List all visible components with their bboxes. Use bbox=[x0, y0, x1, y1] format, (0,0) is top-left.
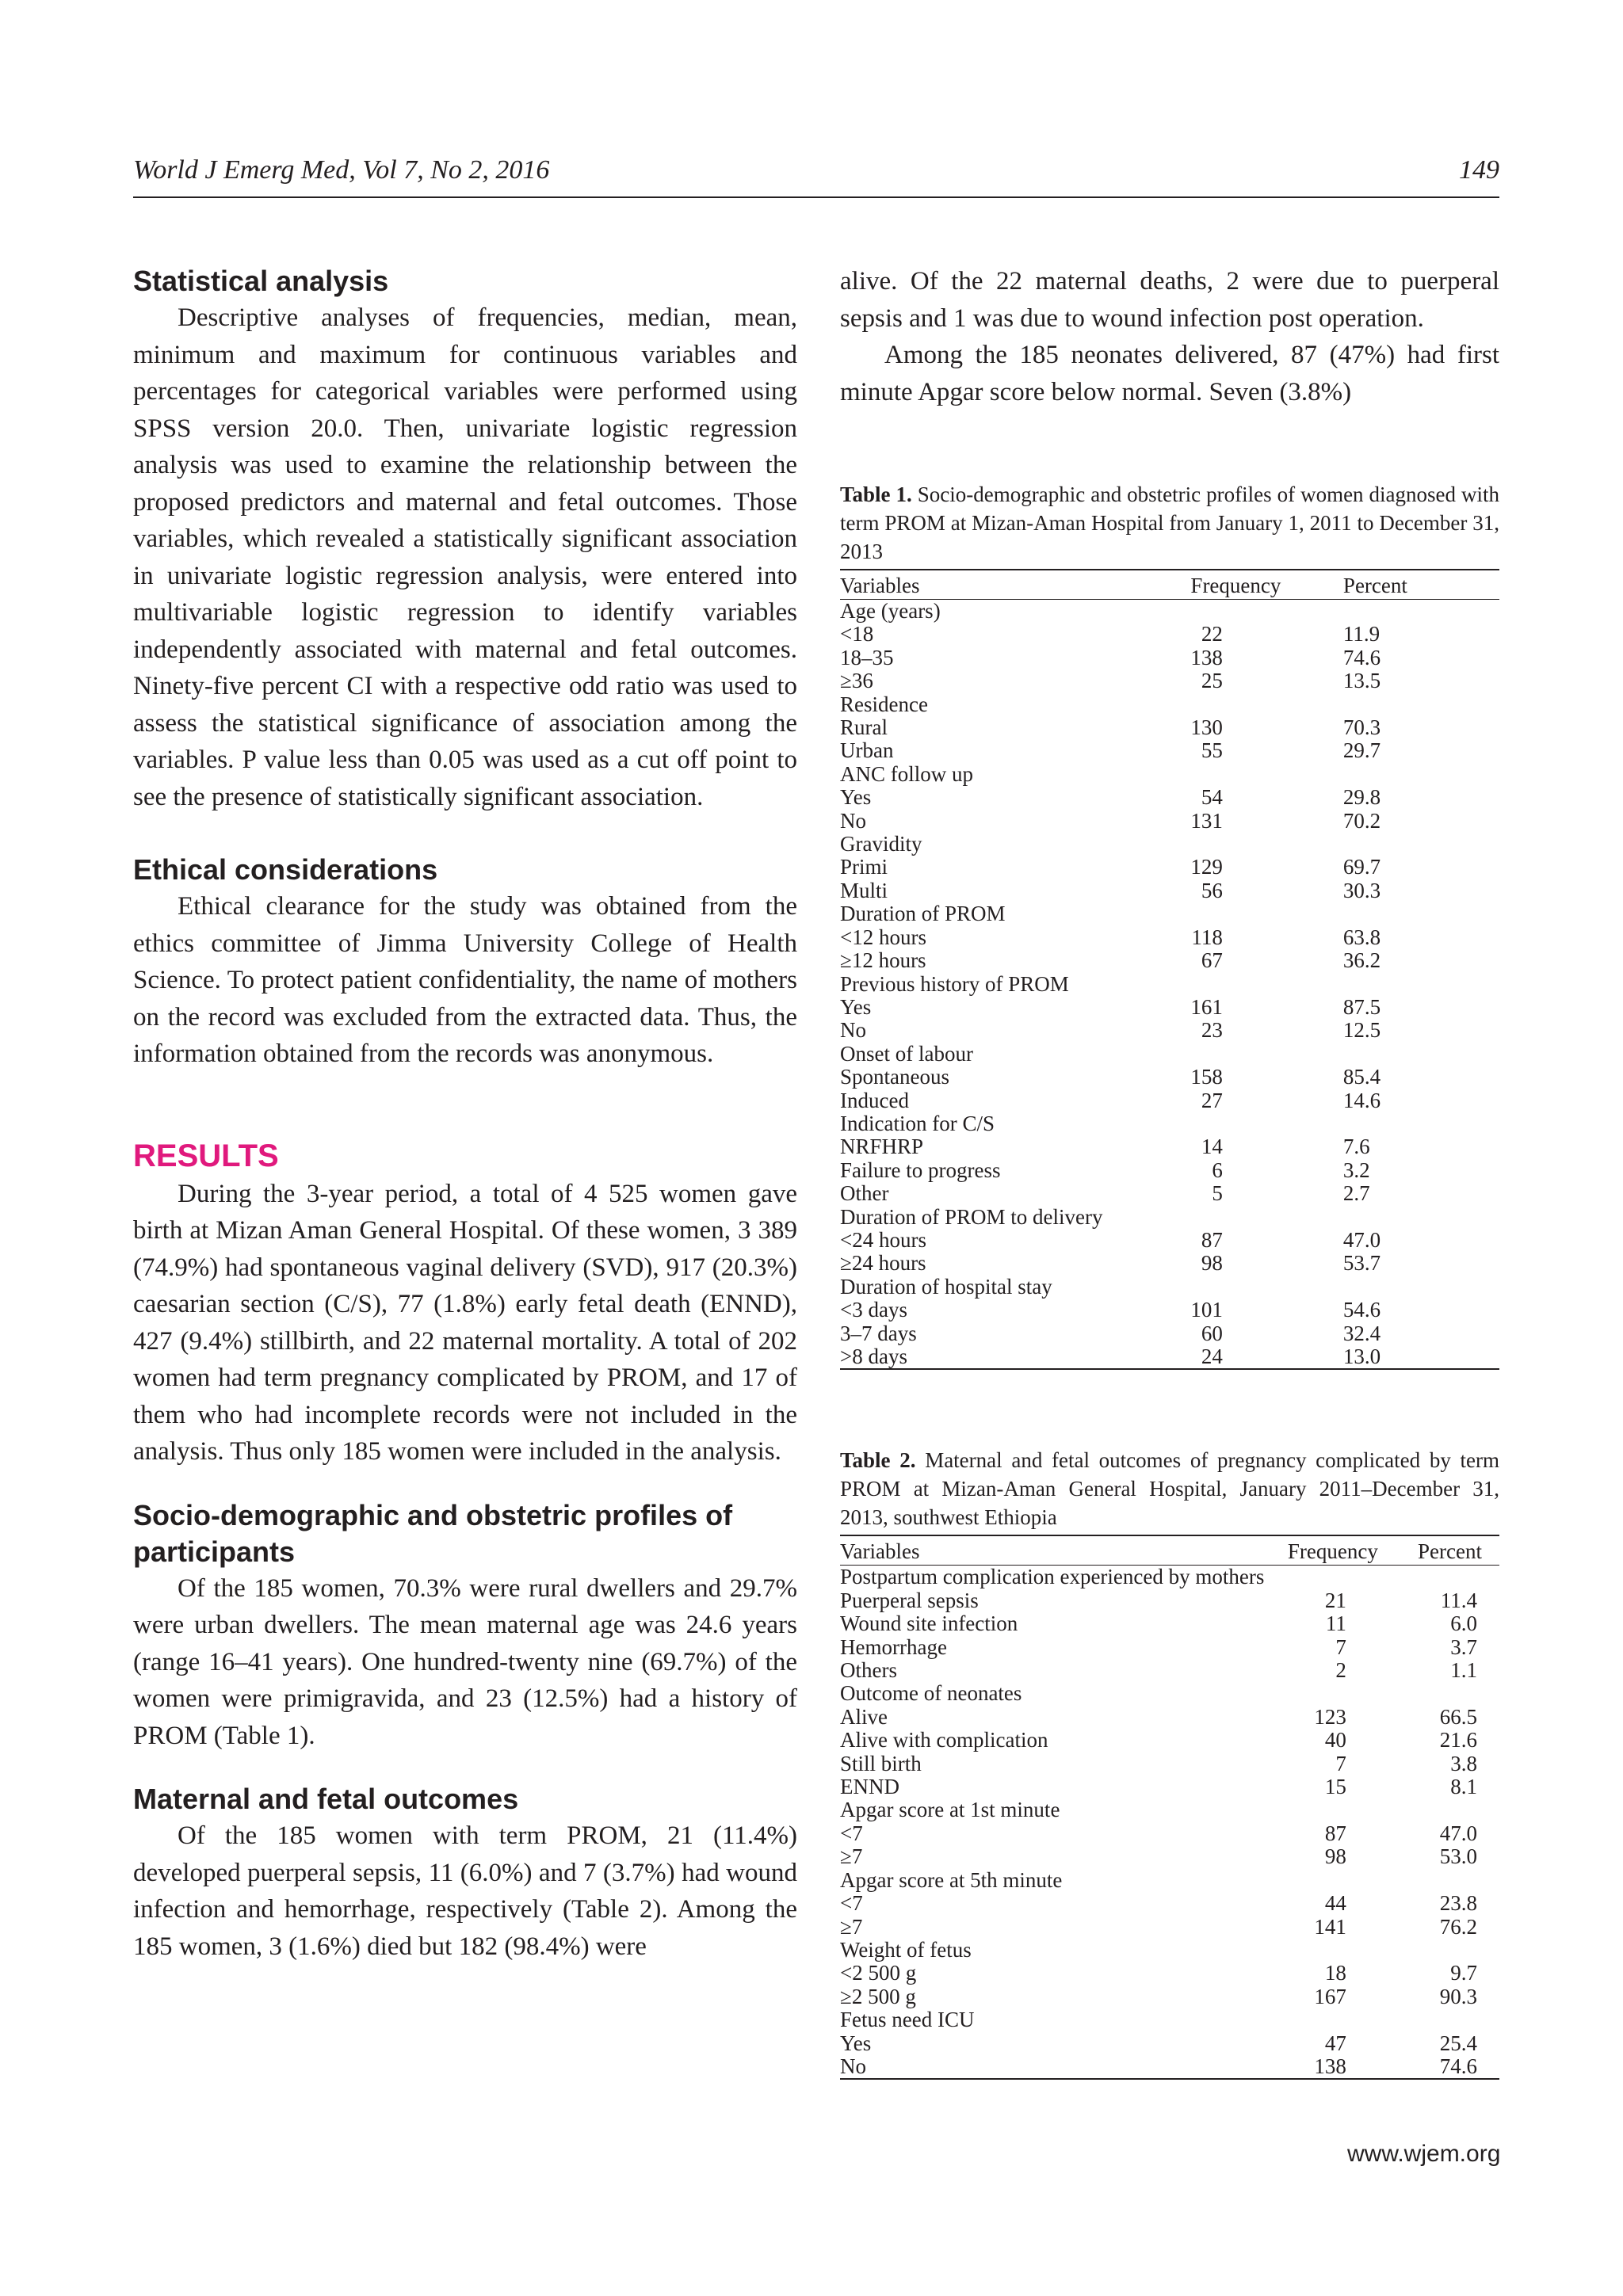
percent-cell: 76.2 bbox=[1439, 1914, 1477, 1939]
percent-cell: 63.8 bbox=[1342, 925, 1381, 949]
percent-cell: 53.7 bbox=[1342, 1251, 1381, 1276]
frequency-cell: 23 bbox=[1201, 1018, 1223, 1043]
table-1 bbox=[840, 480, 1499, 1370]
table-row bbox=[840, 1916, 1499, 1939]
table-row bbox=[840, 1822, 1499, 1845]
frequency-cell: 11 bbox=[1325, 1611, 1346, 1636]
table-group-row bbox=[840, 1206, 1499, 1229]
frequency-cell: 118 bbox=[1191, 925, 1223, 949]
frequency-cell: 6 bbox=[1212, 1158, 1223, 1182]
table-row bbox=[840, 926, 1499, 949]
frequency-cell: 15 bbox=[1324, 1775, 1346, 1799]
percent-cell: 11.4 bbox=[1440, 1588, 1477, 1612]
table-row bbox=[840, 1985, 1499, 2008]
frequency-cell: 87 bbox=[1201, 1227, 1223, 1252]
group-label-cell: Previous history of PROM bbox=[840, 971, 1069, 996]
header-rule bbox=[133, 196, 1499, 198]
table-row bbox=[840, 996, 1499, 1019]
table-row bbox=[840, 716, 1499, 739]
table-row bbox=[840, 2032, 1499, 2055]
variable-cell: Induced bbox=[840, 1088, 909, 1112]
variable-cell: <7 bbox=[840, 1891, 863, 1916]
percent-cell: 23.8 bbox=[1439, 1891, 1477, 1916]
percent-cell: 47.0 bbox=[1342, 1227, 1381, 1252]
table-row bbox=[840, 1892, 1499, 1915]
variable-cell: Multi bbox=[840, 878, 888, 902]
variable-cell: Wound site infection bbox=[840, 1611, 1018, 1636]
table-row bbox=[840, 1612, 1499, 1635]
frequency-cell: 167 bbox=[1314, 1984, 1346, 2008]
group-label-cell: Postpartum complication experienced by mothers bbox=[840, 1565, 1265, 1589]
table-row bbox=[840, 1962, 1499, 1985]
percent-cell: 70.3 bbox=[1342, 715, 1381, 740]
table-1-grid bbox=[840, 569, 1499, 1370]
table-2-caption-text: Maternal and fetal outcomes of pregnancy complicated by term PROM at Mizan-Aman General Hospital, January 2011–December 31, 2013, southwest Ethiopia bbox=[840, 1448, 1499, 1530]
table-1-body bbox=[840, 600, 1499, 1370]
group-label-cell: Weight of fetus bbox=[840, 1937, 972, 1962]
table-group-row bbox=[840, 973, 1499, 996]
table-group-row bbox=[840, 833, 1499, 856]
table-row bbox=[840, 1729, 1499, 1752]
statistical-analysis-heading: Statistical analysis bbox=[133, 265, 389, 297]
frequency-cell: 138 bbox=[1249, 2055, 1394, 2079]
percent-cell: 66.5 bbox=[1439, 1704, 1477, 1729]
percent-cell: 87.5 bbox=[1342, 994, 1381, 1019]
percent-cell: 3.8 bbox=[1450, 1751, 1477, 1775]
table-row bbox=[840, 1229, 1499, 1252]
percent-cell: 3.2 bbox=[1342, 1158, 1370, 1182]
percent-cell: 13.5 bbox=[1342, 669, 1381, 693]
frequency-cell: 67 bbox=[1201, 948, 1223, 973]
variable-cell: ≥7 bbox=[840, 1844, 863, 1869]
percent-cell: 9.7 bbox=[1450, 1961, 1477, 1985]
variable-cell: Spontaneous bbox=[840, 1065, 949, 1089]
percent-cell: 11.9 bbox=[1342, 622, 1381, 646]
table-2-col-variables: Variables bbox=[840, 1535, 1249, 1566]
table-row bbox=[840, 1845, 1499, 1868]
group-label-cell: Duration of PROM to delivery bbox=[840, 1204, 1103, 1229]
table-2-label: Table 2. bbox=[840, 1448, 916, 1473]
table-2 bbox=[840, 1446, 1499, 2080]
variable-cell: Puerperal sepsis bbox=[840, 1588, 979, 1612]
table-row bbox=[840, 1345, 1499, 1369]
maternal-fetal-outcomes-heading: Maternal and fetal outcomes bbox=[133, 1783, 519, 1815]
frequency-cell: 25 bbox=[1201, 669, 1223, 693]
frequency-cell: 87 bbox=[1324, 1821, 1346, 1845]
table-row bbox=[840, 1322, 1499, 1345]
frequency-cell: 101 bbox=[1190, 1298, 1223, 1322]
variable-cell: Primi bbox=[840, 855, 888, 879]
variable-cell: Rural bbox=[840, 715, 888, 740]
table-group-row bbox=[840, 1112, 1499, 1135]
frequency-cell: 161 bbox=[1190, 994, 1223, 1019]
table-2-grid bbox=[840, 1535, 1499, 2080]
variable-cell: Other bbox=[840, 1181, 889, 1206]
variable-cell: <24 hours bbox=[840, 1227, 926, 1252]
table-row bbox=[840, 1089, 1499, 1112]
results-text: During the 3-year period, a total of 4 525 women gave birth at Mizan Aman General Hospital. Of these women, 3 389 (74.9%) had spontaneous vaginal delivery (SVD), 917 (20.3%) caesarian section (C/S), 77 (1.8%) early fetal death (ENND), 427 (9.4%) stillbirth, and 22 maternal mortality. A total of 202 women had term pregnancy complicated by PROM, and 17 of them who had incomplete records were not included in the analysis. Thus only 185 women were included in the analysis. bbox=[133, 1179, 797, 1466]
frequency-cell: 2 bbox=[1335, 1658, 1346, 1683]
frequency-cell: 40 bbox=[1324, 1728, 1346, 1753]
frequency-cell: 123 bbox=[1314, 1704, 1346, 1729]
percent-cell: 21.6 bbox=[1439, 1728, 1477, 1753]
frequency-cell: 44 bbox=[1324, 1891, 1346, 1916]
table-row bbox=[840, 1589, 1499, 1612]
group-label-cell: Gravidity bbox=[840, 832, 922, 856]
table-group-row bbox=[840, 1566, 1499, 1589]
variable-cell: ≥24 hours bbox=[840, 1251, 926, 1276]
variable-cell: <12 hours bbox=[840, 925, 926, 949]
variable-cell: >8 days bbox=[840, 1345, 1190, 1369]
table-group-row bbox=[840, 763, 1499, 786]
table-1-col-variables: Variables bbox=[840, 570, 1190, 600]
variable-cell: Hemorrhage bbox=[840, 1634, 947, 1659]
frequency-cell: 47 bbox=[1324, 2031, 1346, 2055]
table-group-row bbox=[840, 1682, 1499, 1705]
variable-cell: Failure to progress bbox=[840, 1158, 1001, 1182]
table-2-body bbox=[840, 1566, 1499, 2079]
variable-cell: ≥12 hours bbox=[840, 948, 926, 973]
table-2-col-percent: Percent bbox=[1394, 1535, 1499, 1566]
table-1-col-percent: Percent bbox=[1343, 570, 1499, 600]
percent-cell: 74.6 bbox=[1394, 2055, 1499, 2079]
variable-cell: Others bbox=[840, 1658, 897, 1683]
percent-cell: 3.7 bbox=[1450, 1634, 1477, 1659]
table-row bbox=[840, 856, 1499, 879]
table-row bbox=[840, 949, 1499, 972]
table-row bbox=[840, 1753, 1499, 1775]
variable-cell: <2 500 g bbox=[840, 1961, 917, 1985]
table-row bbox=[840, 646, 1499, 669]
right-paragraph-2: Among the 185 neonates delivered, 87 (47%) had first minute Apgar score below normal. Seven (3.8%) bbox=[840, 341, 1499, 406]
frequency-cell: 14 bbox=[1201, 1135, 1223, 1159]
percent-cell: 1.1 bbox=[1450, 1658, 1477, 1683]
site-url: www.wjem.org bbox=[1347, 2141, 1501, 2167]
frequency-cell: 138 bbox=[1190, 645, 1223, 669]
table-row bbox=[840, 623, 1499, 646]
table-row bbox=[840, 810, 1499, 833]
table-2-col-frequency: Frequency bbox=[1249, 1535, 1394, 1566]
table-row bbox=[840, 2055, 1499, 2079]
frequency-cell: 130 bbox=[1190, 715, 1223, 740]
percent-cell: 70.2 bbox=[1342, 808, 1381, 833]
running-header bbox=[133, 155, 1499, 196]
percent-cell: 25.4 bbox=[1439, 2031, 1477, 2055]
variable-cell: Urban bbox=[840, 738, 894, 763]
table-row bbox=[840, 1135, 1499, 1158]
frequency-cell: 7 bbox=[1335, 1751, 1346, 1775]
group-label-cell: Duration of PROM bbox=[840, 902, 1006, 926]
table-row bbox=[840, 786, 1499, 809]
table-row bbox=[840, 1066, 1499, 1089]
frequency-cell: 55 bbox=[1201, 738, 1223, 763]
table-group-row bbox=[840, 693, 1499, 716]
frequency-cell: 56 bbox=[1201, 878, 1223, 902]
group-label-cell: Duration of hospital stay bbox=[840, 1274, 1052, 1299]
variable-cell: No bbox=[840, 808, 866, 833]
table-1-header-row bbox=[840, 570, 1499, 600]
frequency-cell: 22 bbox=[1201, 622, 1223, 646]
table-row bbox=[840, 1659, 1499, 1682]
socio-demographic-text: Of the 185 women, 70.3% were rural dwellers and 29.7% were urban dwellers. The mean maternal age was 24.6 years (range 16–41 years). One hundred-twenty nine (69.7%) of the women were primigravida, and 23 (12.5%) had a history of PROM (Table 1). bbox=[133, 1573, 797, 1750]
frequency-cell: 129 bbox=[1190, 855, 1223, 879]
group-label-cell: Indication for C/S bbox=[840, 1111, 995, 1135]
table-row bbox=[840, 1775, 1499, 1798]
variable-cell: Alive with complication bbox=[840, 1728, 1048, 1753]
frequency-cell: 18 bbox=[1324, 1961, 1346, 1985]
results-heading: RESULTS bbox=[133, 1138, 279, 1173]
percent-cell: 6.0 bbox=[1450, 1611, 1477, 1636]
percent-cell: 47.0 bbox=[1439, 1821, 1477, 1845]
group-label-cell: ANC follow up bbox=[840, 761, 973, 786]
table-row bbox=[840, 1182, 1499, 1205]
table-group-row bbox=[840, 1276, 1499, 1299]
table-group-row bbox=[840, 902, 1499, 925]
table-row bbox=[840, 1159, 1499, 1182]
table-row bbox=[840, 1019, 1499, 1042]
table-2-header-row bbox=[840, 1535, 1499, 1566]
variable-cell: <18 bbox=[840, 622, 874, 646]
socio-demographic-heading: Socio-demographic and obstetric profiles of participants bbox=[133, 1498, 733, 1568]
group-label-cell: Age (years) bbox=[840, 599, 941, 623]
group-label-cell: Fetus need ICU bbox=[840, 2008, 975, 2032]
variable-cell: 18–35 bbox=[840, 645, 894, 669]
variable-cell: Alive bbox=[840, 1704, 888, 1729]
table-1-caption-text: Socio-demographic and obstetric profiles of women diagnosed with term PROM at Mizan-Aman Hospital from January 1, 2011 to December 31, 2013 bbox=[840, 482, 1500, 563]
table-row bbox=[840, 739, 1499, 762]
variable-cell: NRFHRP bbox=[840, 1135, 924, 1159]
percent-cell: 32.4 bbox=[1342, 1321, 1381, 1345]
ethical-considerations-heading: Ethical considerations bbox=[133, 853, 438, 886]
percent-cell: 30.3 bbox=[1342, 878, 1381, 902]
variable-cell: Still birth bbox=[840, 1751, 922, 1775]
frequency-cell: 131 bbox=[1190, 808, 1223, 833]
percent-cell: 54.6 bbox=[1342, 1298, 1381, 1322]
percent-cell: 69.7 bbox=[1342, 855, 1381, 879]
percent-cell: 12.5 bbox=[1342, 1018, 1381, 1043]
variable-cell: ≥36 bbox=[840, 669, 873, 693]
statistical-analysis-text: Descriptive analyses of frequencies, median, mean, minimum and maximum for continuous variables and percentages for categorical variables were performed using SPSS version 20.0. Then, univariate logistic regression analysis was used to examine the relationship between the proposed predictors and maternal and fetal outcomes. Those variables, which revealed a statistically significant association in univariate logistic regression analysis, were entered into multivariable logistic regression to identify variables independently associated with maternal and fetal outcomes. Ninety-five percent CI with a respective odd ratio was used to assess the statistical significance of association among the variables. P value less than 0.05 was used as a cut off point to see the presence of statistically significant association. bbox=[133, 303, 797, 811]
frequency-cell: 7 bbox=[1335, 1634, 1346, 1659]
maternal-fetal-outcomes-text: Of the 185 women with term PROM, 21 (11.4%) developed puerperal sepsis, 11 (6.0%) and 7 (3.7%) had wound infection and hemorrhage, respectively (Table 2). Among the 185 women, 3 (1.6%) died but 182 (98.4%) were bbox=[133, 1821, 797, 1961]
table-row bbox=[840, 879, 1499, 902]
variable-cell: No bbox=[840, 1018, 866, 1043]
page-number: 149 bbox=[1459, 155, 1499, 185]
group-label-cell: Outcome of neonates bbox=[840, 1681, 1022, 1706]
percent-cell: 7.6 bbox=[1342, 1135, 1370, 1159]
frequency-cell: 141 bbox=[1314, 1914, 1346, 1939]
frequency-cell: 98 bbox=[1324, 1844, 1346, 1869]
frequency-cell: 27 bbox=[1201, 1088, 1223, 1112]
group-label-cell: Residence bbox=[840, 692, 928, 716]
table-group-row bbox=[840, 600, 1499, 624]
table-row bbox=[840, 1636, 1499, 1659]
variable-cell: ≥2 500 g bbox=[840, 1984, 916, 2008]
percent-cell: 90.3 bbox=[1439, 1984, 1477, 2008]
frequency-cell: 98 bbox=[1201, 1251, 1223, 1276]
table-row bbox=[840, 1299, 1499, 1322]
table-row bbox=[840, 669, 1499, 692]
left-column bbox=[133, 263, 797, 1965]
percent-cell: 36.2 bbox=[1342, 948, 1381, 973]
frequency-cell: 24 bbox=[1190, 1345, 1343, 1369]
frequency-cell: 60 bbox=[1201, 1321, 1223, 1345]
ethical-considerations-text: Ethical clearance for the study was obtained from the ethics committee of Jimma University College of Health Science. To protect patient confidentiality, the name of mothers on the record was excluded from the extracted data. Thus, the information obtained from the records was anonymous. bbox=[133, 892, 797, 1068]
variable-cell: <3 days bbox=[840, 1298, 907, 1322]
frequency-cell: 54 bbox=[1201, 785, 1223, 810]
percent-cell: 2.7 bbox=[1342, 1181, 1370, 1206]
table-group-row bbox=[840, 1869, 1499, 1892]
percent-cell: 85.4 bbox=[1342, 1065, 1381, 1089]
frequency-cell: 21 bbox=[1324, 1588, 1346, 1612]
table-1-label: Table 1. bbox=[840, 482, 912, 506]
journal-citation: World J Emerg Med, Vol 7, No 2, 2016 bbox=[133, 155, 550, 185]
variable-cell: Yes bbox=[840, 2031, 872, 2055]
percent-cell: 14.6 bbox=[1342, 1088, 1381, 1112]
percent-cell: 8.1 bbox=[1450, 1775, 1477, 1799]
table-1-caption bbox=[840, 480, 1499, 566]
group-label-cell: Apgar score at 5th minute bbox=[840, 1867, 1063, 1892]
percent-cell: 29.8 bbox=[1342, 785, 1381, 810]
right-column bbox=[840, 263, 1499, 2080]
table-2-caption bbox=[840, 1446, 1499, 1531]
table-row bbox=[840, 1706, 1499, 1729]
frequency-cell: 5 bbox=[1212, 1181, 1223, 1206]
variable-cell: <7 bbox=[840, 1821, 863, 1845]
variable-cell: ENND bbox=[840, 1775, 899, 1799]
variable-cell: ≥7 bbox=[840, 1914, 863, 1939]
percent-cell: 29.7 bbox=[1342, 738, 1381, 763]
table-1-col-frequency: Frequency bbox=[1190, 570, 1343, 600]
table-group-row bbox=[840, 1798, 1499, 1821]
percent-cell: 13.0 bbox=[1343, 1345, 1499, 1369]
variable-cell: No bbox=[840, 2055, 1249, 2079]
percent-cell: 53.0 bbox=[1439, 1844, 1477, 1869]
group-label-cell: Apgar score at 1st minute bbox=[840, 1798, 1060, 1822]
table-group-row bbox=[840, 1939, 1499, 1962]
table-group-row bbox=[840, 2008, 1499, 2031]
table-row bbox=[840, 1252, 1499, 1275]
right-paragraph-1: alive. Of the 22 maternal deaths, 2 were due to puerperal sepsis and 1 was due to wound infection post operation. bbox=[840, 267, 1499, 333]
variable-cell: 3–7 days bbox=[840, 1321, 917, 1345]
frequency-cell: 158 bbox=[1190, 1065, 1223, 1089]
variable-cell: Yes bbox=[840, 785, 872, 810]
percent-cell: 74.6 bbox=[1342, 645, 1381, 669]
group-label-cell: Onset of labour bbox=[840, 1041, 973, 1066]
table-group-row bbox=[840, 1043, 1499, 1066]
variable-cell: Yes bbox=[840, 994, 872, 1019]
